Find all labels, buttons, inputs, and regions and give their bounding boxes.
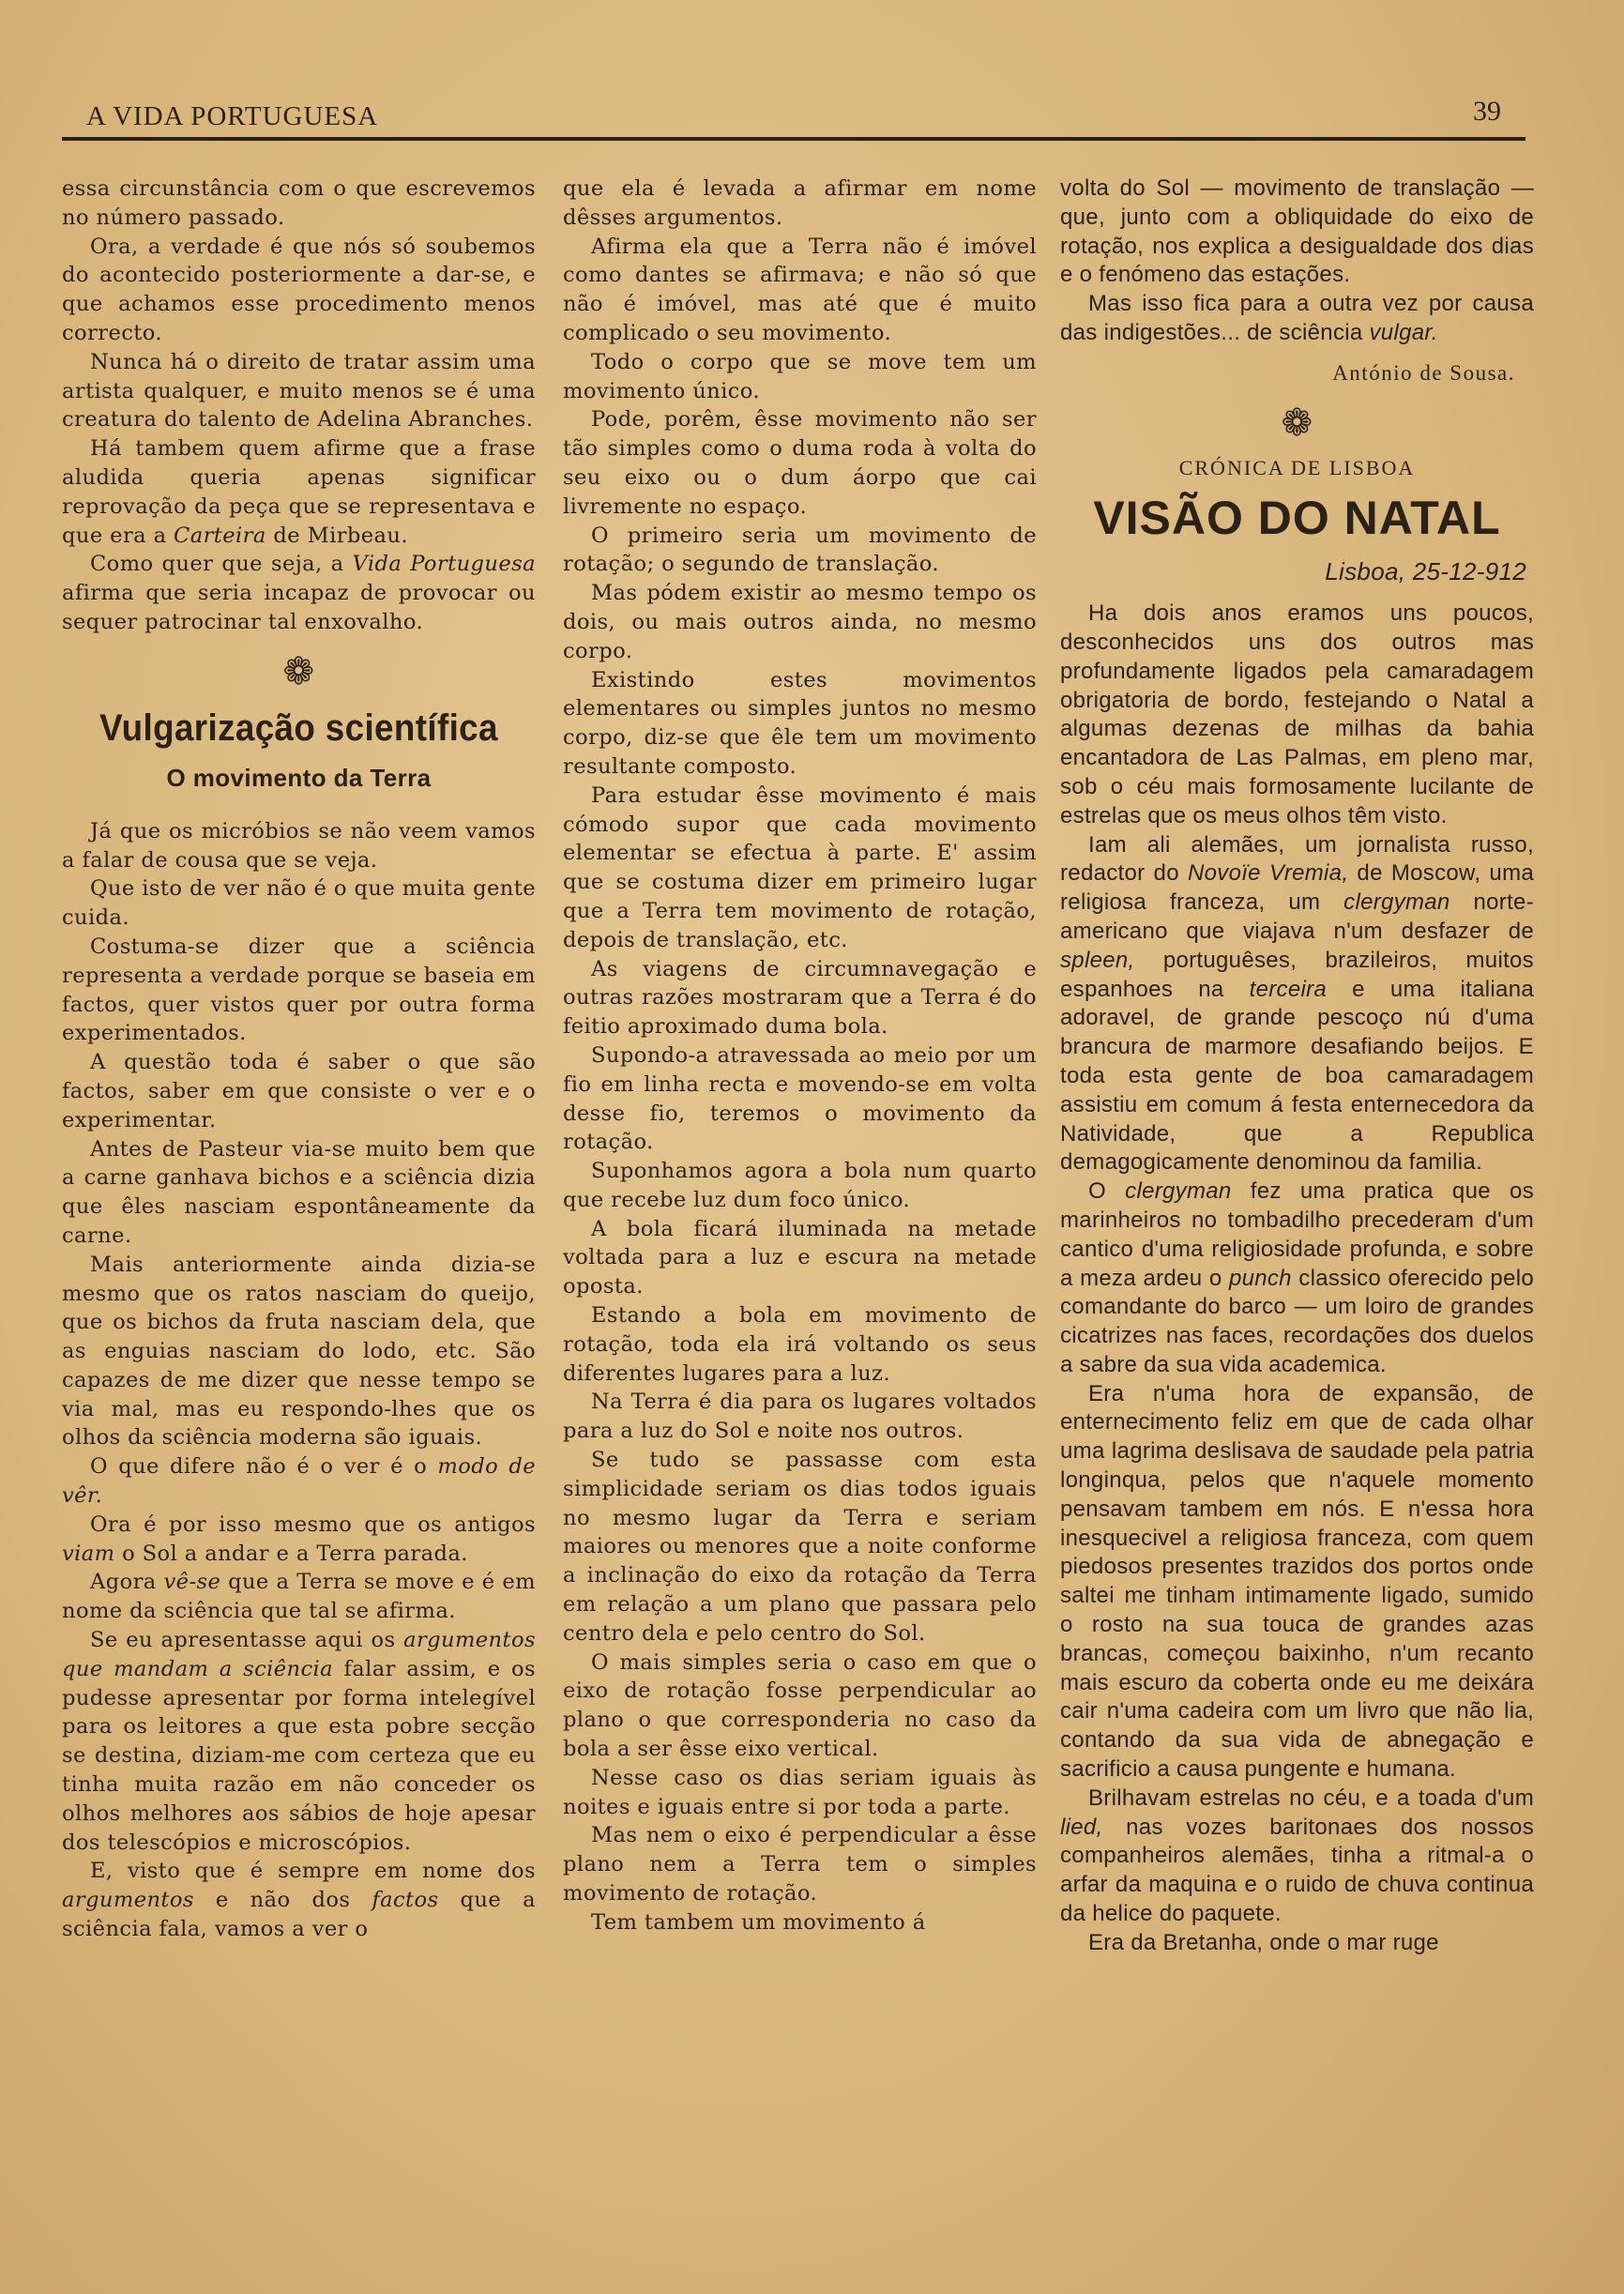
paragraph: Para estudar êsse movimento é mais cómodo supor que cada movimento elementar se efectua à parte. E' assim que se costuma dizer em primeiro lugar que a Terra tem movimento de rotação, depois de translação, etc. — [563, 782, 1037, 952]
dateline: Lisboa, 25-12-912 — [1325, 557, 1526, 586]
paragraph: essa circunstância com o que escrevemos no número passado. — [62, 176, 536, 230]
paragraph: Antes de Pasteur via-se muito bem que a carne ganhava bichos e a sciência dizia que êles nasciam espontâneamente da carne. — [62, 1136, 536, 1248]
paragraph: E, visto que é sempre em nome dos argumentos e não dos factos que a sciência fala, vamos a ver o — [62, 1859, 536, 1942]
paragraph: Mas nem o eixo é perpendicular a êsse plano nem a Terra tem o simples movimento de rotação. — [563, 1823, 1037, 1907]
paragraph: A bola ficará iluminada na metade voltada para a luz e escura na metade oposta. — [563, 1216, 1037, 1299]
paragraph: As viagens de circumnavegação e outras razões mostraram que a Terra é do feitio aproximado duma bola. — [563, 956, 1037, 1040]
paragraph: Iam ali alemães, um jornalista russo, redactor do Novoïe Vremia, de Moscow, uma religiosa franceza, um clergyman norte-americano que viajava n'um desfazer de spleen, portuguêses, brazileiros, muitos espanhoes na terceira e uma italiana adoravel, de grande pescoço nú d'uma brancura de marmore desafiando beijos. E toda esta gente de boa camaradagem assistiu em comum á festa enternecedora da Natividade, que a Republica demagogicamente denominou da familia. — [1060, 831, 1535, 1176]
article-heading: Vulgarização scientífica — [99, 706, 498, 749]
paragraph: O que difere não é o ver é o modo de vêr. — [62, 1454, 536, 1509]
paragraph: A questão toda é saber o que são factos, saber em que consiste o ver e o experimentar. — [62, 1050, 536, 1132]
paragraph: Tem tambem um movimento á — [591, 1909, 926, 1935]
paragraph: O mais simples seria o caso em que o eixo de rotação fosse perpendicular ao plano o que corresponderia no caso da bola a ser êsse eixo vertical. — [563, 1649, 1037, 1762]
paragraph: Suponhamos agora a bola num quarto que recebe luz dum foco único. — [563, 1159, 1037, 1212]
paragraph: Supondo-a atravessada ao meio por um fio em linha recta e movendo-se em volta desse fio, teremos o movimento da rotação. — [563, 1042, 1037, 1155]
paragraph: Mas isso fica para a outra vez por causa das indigestões... de sciência vulgar. — [1060, 291, 1534, 345]
paragraph: Como quer que seja, a Vida Portuguesa afirma que seria incapaz de provocar ou sequer patrocinar tal enxovalho. — [62, 552, 537, 634]
paragraph: Se tudo se passasse com esta simplicidade seriam os dias todos iguais no mesmo lugar da Terra e seriam maiores ou menores que a noite conforme a inclinação do eixo da rotação da Terra em relação a um plano que passara pelo centro dela e pelo centro do Sol. — [563, 1448, 1037, 1646]
column-1 — [62, 175, 536, 1944]
paragraph: Estando a bola em movimento de rotação, toda ela irá voltando os seus diferentes lugares para a luz. — [563, 1303, 1037, 1386]
author-signature: António de Sousa. — [1332, 360, 1515, 385]
paragraph: Ora é por isso mesmo que os antigos viam o Sol a andar e a Terra parada. — [62, 1512, 536, 1566]
page-header — [62, 94, 1525, 131]
paragraph: Que isto de ver não é o que muita gente cuida. — [62, 876, 536, 931]
paragraph: Costuma-se dizer que a sciência representa a verdade porque se baseia em factos, quer vistos quer por outra forma experimentados. — [62, 934, 536, 1046]
paragraph: Há tambem quem afirme que a frase aludida queria apenas significar reprovação da peça que se representava e que era a Carteira de Mirbeau. — [62, 436, 536, 548]
paragraph: Era da Bretanha, onde o mar ruge — [1088, 1929, 1439, 1955]
paragraph: Agora vê-se que a Terra se move e é em nome da sciência que tal se afirma. — [62, 1570, 536, 1624]
publication-title: A VIDA PORTUGUESA — [86, 101, 379, 131]
article-heading: VISÃO DO NATAL — [1093, 492, 1501, 545]
paragraph: Ha dois anos eramos uns poucos, desconhecidos uns dos outros mas profundamente ligados pela camaradagem obrigatoria de bordo, festejando o Natal a algumas dezenas de milhas da bahia encantadora de Las Palmas, em pleno mar, sob o céu mais formosamente lucilante de estrelas que os meus olhos têm visto. — [1060, 600, 1534, 828]
paragraph: O clergyman fez uma pratica que os marinheiros no tombadilho precederam d'um cantico d'uma religiosidade profunda, e sobre a meza ardeu o punch classico oferecido pelo comandante do barco — um loiro de grandes cicatrizes nas faces, recordações dos duelos a sabre da sua vida academica. — [1060, 1178, 1535, 1377]
paragraph: Mais anteriormente ainda dizia-se mesmo que os ratos nasciam do queijo, que os bichos da fruta nasciam dela, que as enguias nasciam do lodo, etc. São capazes de me dizer que nesse tempo se via mal, mas eu respondo-lhes que os olhos da sciência moderna são iguais. — [62, 1252, 536, 1451]
paragraph: Já que os micróbios se não veem vamos a falar de cousa que se veja. — [62, 818, 536, 873]
paragraph: Brilhavam estrelas no céu, e a toada d'um lied, nas vozes baritonaes dos nossos companheiros alemães, tinha a ritmal-a o arfar da maquina e o ruido de chuva continua da helice do paquete. — [1060, 1785, 1534, 1927]
paragraph: Se eu apresentasse aqui os argumentos que mandam a sciência falar assim, e os pudesse apresentar por forma intelegível para os leitores a que esta pobre secção se destina, diziam-me com certeza que eu tinha muita razão em não conceder os olhos melhores aos sábios de hoje apesar dos telescópios e microscópios. — [62, 1628, 536, 1855]
column-3 — [1060, 175, 1534, 1958]
paragraph: Era n'uma hora de expansão, de enternecimento feliz em que de cada olhar uma lagrima deslisava de saudade pela patria longinqua, pelos que n'aquele momento pensavam tambem em nós. E n'essa hora inesquecivel a religiosa franceza, com quem piedosos presentes trazidos dos portos onde saltei me tinham intimamente ligado, sumido o rosto na sua touca de grandes azas brancas, começou baixinho, n'um recanto mais escuro da coberta onde eu me deixára cair n'uma cadeira com um livro que não lia, contando da sua vida de abnegação e sacrificio a causa pungente e humana. — [1060, 1380, 1534, 1783]
paragraph: Ora, a verdade é que nós só soubemos do acontecido posteriormente a dar-se, e que achamos esse procedimento menos correcto. — [62, 234, 536, 345]
paragraph: que ela é levada a afirmar em nome dêsses argumentos. — [563, 176, 1037, 230]
ornament-icon: ❁ — [282, 649, 315, 693]
paragraph: O primeiro seria um movimento de rotação; o segundo de translação. — [563, 523, 1037, 577]
section-title: CRÓNICA DE LISBOA — [1178, 455, 1416, 479]
paragraph: Existindo estes movimentos elementares ou simples juntos no mesmo corpo, diz-se que êle tem um movimento resultante composto. — [563, 667, 1037, 779]
paragraph: volta do Sol — movimento de translação — que, junto com a obliquidade do eixo de rotação, nos explica a desigualdade dos dias e o fenómeno das estações. — [1060, 175, 1534, 288]
paragraph: Na Terra é dia para os lugares voltados para a luz do Sol e noite nos outros. — [563, 1390, 1037, 1444]
paragraph: Nesse caso os dias seriam iguais às noites e iguais entre si por toda a parte. — [563, 1765, 1037, 1819]
paragraph: Todo o corpo que se move tem um movimento único. — [563, 349, 1037, 403]
ornament-icon: ❁ — [1281, 402, 1313, 444]
paragraph: Afirma ela que a Terra não é imóvel como dantes se afirmava; e não só que não é imóvel, mas até que é muito complicado o seu movimento. — [563, 234, 1037, 345]
column-2 — [563, 175, 1037, 1937]
page-number: 39 — [1473, 96, 1501, 127]
paragraph: Pode, porêm, êsse movimento não ser tão simples como o duma roda à volta do seu eixo ou o dum áorpo que cai livremente no espaço. — [563, 407, 1037, 519]
header-rule — [62, 137, 1525, 141]
paragraph: Nunca há o direito de tratar assim uma artista qualquer, e muito menos se é uma creatura do talento de Adelina Abranches. — [62, 349, 536, 433]
paragraph: Mas pódem existir ao mesmo tempo os dois, ou mais outros ainda, no mesmo corpo. — [563, 581, 1037, 663]
article-subheading: O movimento da Terra — [166, 763, 432, 792]
